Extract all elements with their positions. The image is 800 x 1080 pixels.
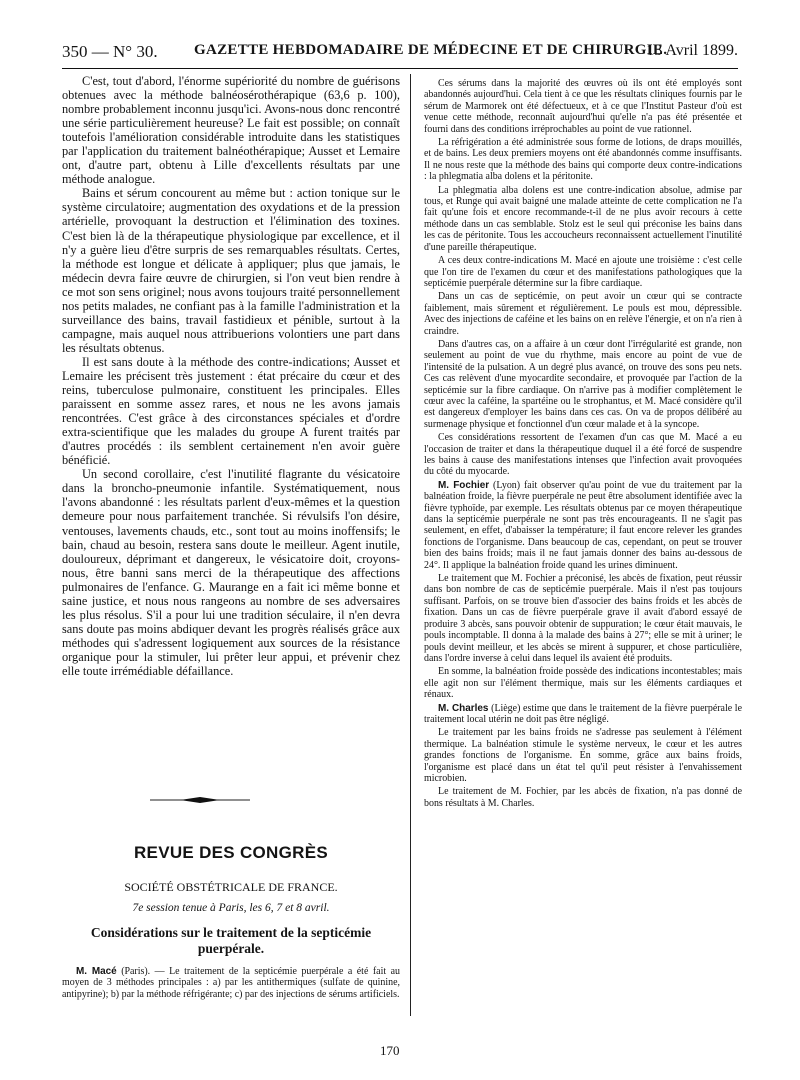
- paragraph: Un second corollaire, c'est l'inutilité flagrante du vésicatoire dans la broncho-pneumonie infantile. Systématiquement, nous l'avons abandonné : les résultats parlent d'eux-mêmes et la question demeure pour nous parfaitement tranchée. Si révulsifs l'on désire, ventouses, lavements chauds, etc., sont tout au moins inoffensifs; le bain, chaud au besoin, restera sans doute le meilleur. Agent inutile, douloureux, déprimant et dangereux, le vésicatoire doit, croyons-nous, être banni sans merci de la thérapeutique des affections pulmonaires de l'enfance. G. Maurange en a fait ici même bonne et saine justice, et nous nous rangeons au nombre de ses adversaires les plus résolus. S'il a pour lui une tradition séculaire, il n'en devra sans doute pas moins abdiquer devant les progrès réalisés grâce aux méthodes qui s'adressent logiquement aux sources de la résistance organique pour la stimuler, lui prêter leur appui, et prévenir chez elle toute irrémédiable défaillance.: [62, 467, 400, 678]
- speaker-name: M. Charles: [438, 702, 489, 714]
- column-rule: [410, 74, 411, 1016]
- paragraph: La réfrigération a été administrée sous forme de lotions, de draps mouillés, et de bains. Les deux premiers moyens ont été abandonnés comme insuffisants. Il ne nous reste que la méthode des bains qui comporte deux contre-indications : la phlegmatia alba dolens et la péritonite.: [424, 137, 742, 183]
- section-title: REVUE DES CONGRÈS: [133, 843, 329, 862]
- ornamental-divider: [150, 795, 250, 805]
- speaker-name: M. Macé: [76, 966, 117, 977]
- speaker-name: M. Fochier: [438, 479, 490, 491]
- paragraph: [62, 966, 400, 1000]
- paragraph: Il est sans doute à la méthode des contre-indications; Ausset et Lemaire les précisent très justement : état précaire du cœur et des reins, tuberculose pulmonaire, constituent les principales. Elles paraissent en somme assez rares, et nous ne les avons jamais rencontrées. C'est grâce à des circonstances spéciales et d'ordre extra-scientifique que les malades du groupe A furent traités par d'autres procédés : ils semblent certainement n'en avoir guère bénéficié.: [62, 354, 400, 468]
- journal-title: GAZETTE HEBDOMADAIRE DE MÉDECINE ET DE CHIRURGIE.: [194, 42, 668, 58]
- paragraph: Ces sérums dans la majorité des œuvres où ils ont été employés sont abandonnés aujourd'hui. Cela tient à ce que les résultats cliniques fournis par le sérum de Marmorek ont été défectueux, et à ce que l'Institut Pasteur d'où est venue cette méthode, reconnaît aujourd'hui qu'elle n'a pas été présentée et fourni dans des conditions irréprochables au point de vue rationnel.: [424, 78, 742, 135]
- paragraph: Dans un cas de septicémie, on peut avoir un cœur qui se contracte faiblement, mais sûrement et régulièrement. Le pouls est mou, dépressible. Avec des injections de caféine et les bains on en relève l'énergie, et on n'a rien à craindre.: [424, 291, 742, 337]
- running-header: [62, 40, 738, 69]
- issue-date: 13 Avril 1899.: [646, 42, 738, 59]
- paragraph: [424, 703, 742, 726]
- paragraph: C'est, tout d'abord, l'énorme supériorité du nombre de guérisons obtenues avec la méthode balnéosérothérapique (63,6 p. 100), nombre probablement inconnu jusqu'ici. Avons-nous donc rencontré une série particulièrement heureuse? Le fait est possible; on connaît toutefois l'amélioration considérable introduite dans les statistiques par l'application du traitement balnéothérapique; Ausset et Lemaire ont, d'autre part, obtenu à Lille d'excellents résultats par une méthode analogue.: [62, 74, 400, 187]
- paragraph: En somme, la balnéation froide possède des indications incontestables; mais elle agit non sur l'élément thermique, mais sur les éléments cardiaques et rénaux.: [424, 666, 742, 701]
- paragraph-text: (Liège) estime que dans le traitement de la fièvre puerpérale le traitement local utérin ne doit pas être négligé.: [424, 702, 742, 725]
- article-intro: [62, 966, 400, 1000]
- paragraph: [424, 480, 742, 571]
- paragraph: Bains et sérum concourent au même but : action tonique sur le système circulatoire; augmentation des oxydations et de la pression artérielle, provoquant la destruction et l'élimination des toxines. C'est bien là de la thérapeutique physiologique par excellence, et il n'y a guère lieu d'être surpris de ses remarquables résultats. Certes, la méthode est longue et délicate à appliquer; plus que jamais, le médecin devra faire œuvre de chirurgien, si l'on veut bien rendre à ce mot son sens originel; nous avons toujours traité personnellement nos petits malades, ne confiant pas à la famille l'administration et la surveillance des bains, travail fastidieux et pénible, surtout à la campagne, mais auquel nous attribuerions volontiers une part dans les résultats obtenus.: [62, 186, 400, 355]
- society-name: SOCIÉTÉ OBSTÉTRICALE DE FRANCE.: [124, 880, 338, 894]
- session-info: 7e session tenue à Paris, les 6, 7 et 8 avril.: [132, 902, 330, 914]
- paragraph-text: (Lyon) fait observer qu'au point de vue du traitement par la balnéation froide, la fièvre puerpérale ne peut être absolument identifiée avec la fièvre typhoïde, par exemple. Les résultats obtenus par ce moyen thérapeutique dans la septicémie puerpérale ne sont pas très encourageants. Il ne s'agit pas seulement, en effet, d'abaisser la température; il faut encore relever les grandes fonctions de l'organisme. Dans beaucoup de cas, cependant, on peut se trouver bien des bains froids; mais il ne faut jamais donner des bains au-dessous de 24°. Il applique la balnéation froide quand les urines diminuent.: [424, 479, 742, 571]
- paragraph-text: (Paris). — Le traitement de la septicémie puerpérale a été fait au moyen de 3 méthodes principales : a) par les antithermiques (sulfate de quinine, antipyrine); b) par la méthode réfrigérante; c) par des injections de sérums artificiels.: [62, 966, 400, 1000]
- paragraph: La phlegmatia alba dolens est une contre-indication absolue, admise par tous, et Runge qui avait baigné une malade atteinte de cette complication ne l'a fait qu'une fois et encore recommande-t-il de ne plus avoir recours à cette méthode dans un cas semblable. Stolz est le seul qui préconise les bains dans les cas de péritonite. Tous les accoucheurs reconnaissent actuellement l'inutilité d'une pareille thérapeutique.: [424, 184, 742, 253]
- left-column: [62, 74, 400, 678]
- paragraph: A ces deux contre-indications M. Macé en ajoute une troisième : c'est celle que l'on tire de l'examen du cœur et des manifestations pathologiques que la septicémie puerpérale détermine sur la fibre cardiaque.: [424, 255, 742, 289]
- paragraph: Le traitement que M. Fochier a préconisé, les abcès de fixation, peut réussir dans bon nombre de cas de septicémie puerpérale. Mais il n'est pas toujours suffisant. Parfois, on se trouve bien d'associer des bains froids et les abcès de fixation. Dans un cas de fièvre puerpérale grave il avait d'abord essayé de produire 3 abcès, sans pouvoir obtenir de suppuration; le cœur était mauvais, le pouls incomptable. Il donna à la malade des bains à 27°; elle se mit à uriner; le pouls devint meilleur, et les abcès se mirent à suppurer, et chose particulière, dans l'ordre inverse à celui dans lequel ils avaient été produits.: [424, 573, 742, 664]
- paragraph: Le traitement par les bains froids ne s'adresse pas seulement à l'élément thermique. La balnéation stimule le système nerveux, le cœur et les autres grandes fonctions de l'organisme. En somme, grâce aux bains froids, l'organisme est placé dans un état tel qu'il peut résister à l'envahissement microbien.: [424, 727, 742, 784]
- page-number: 170: [380, 1043, 400, 1058]
- paragraph: Le traitement de M. Fochier, par les abcès de fixation, n'a pas donné de bons résultats à M. Charles.: [424, 786, 742, 809]
- article-title: Considérations sur le traitement de la septicémie puerpérale.: [90, 925, 372, 956]
- right-column: [424, 78, 742, 809]
- paragraph: Dans d'autres cas, on a affaire à un cœur dont l'irrégularité est grande, non seulement au point de vue du rhythme, mais encore au point de vue de l'intensité de la pulsation. A un degré plus avancé, on trouve des sons peu nets. Ces cas relèvent d'une myocardite secondaire, et provoquée par l'action de la septicémie sur la fibre cardiaque. On n'arrive pas à modifier complètement le cœur avec la caféine, la spartéine ou le strophantus, et M. Macé considère qu'il est dangereux d'employer les bains dans ces cas. On va de propos délibéré au surmenage physique et fonctionnel d'un cœur malade et à la syncope.: [424, 338, 742, 430]
- paragraph: Ces considérations ressortent de l'examen d'un cas que M. Macé a eu l'occasion de traiter et dans la thérapeutique duquel il a été forcé de suspendre les bains à cause des manifestations intenses que l'infection avait provoquées du côté du myocarde.: [424, 432, 742, 478]
- page-reference: 350 — N° 30.: [62, 42, 158, 61]
